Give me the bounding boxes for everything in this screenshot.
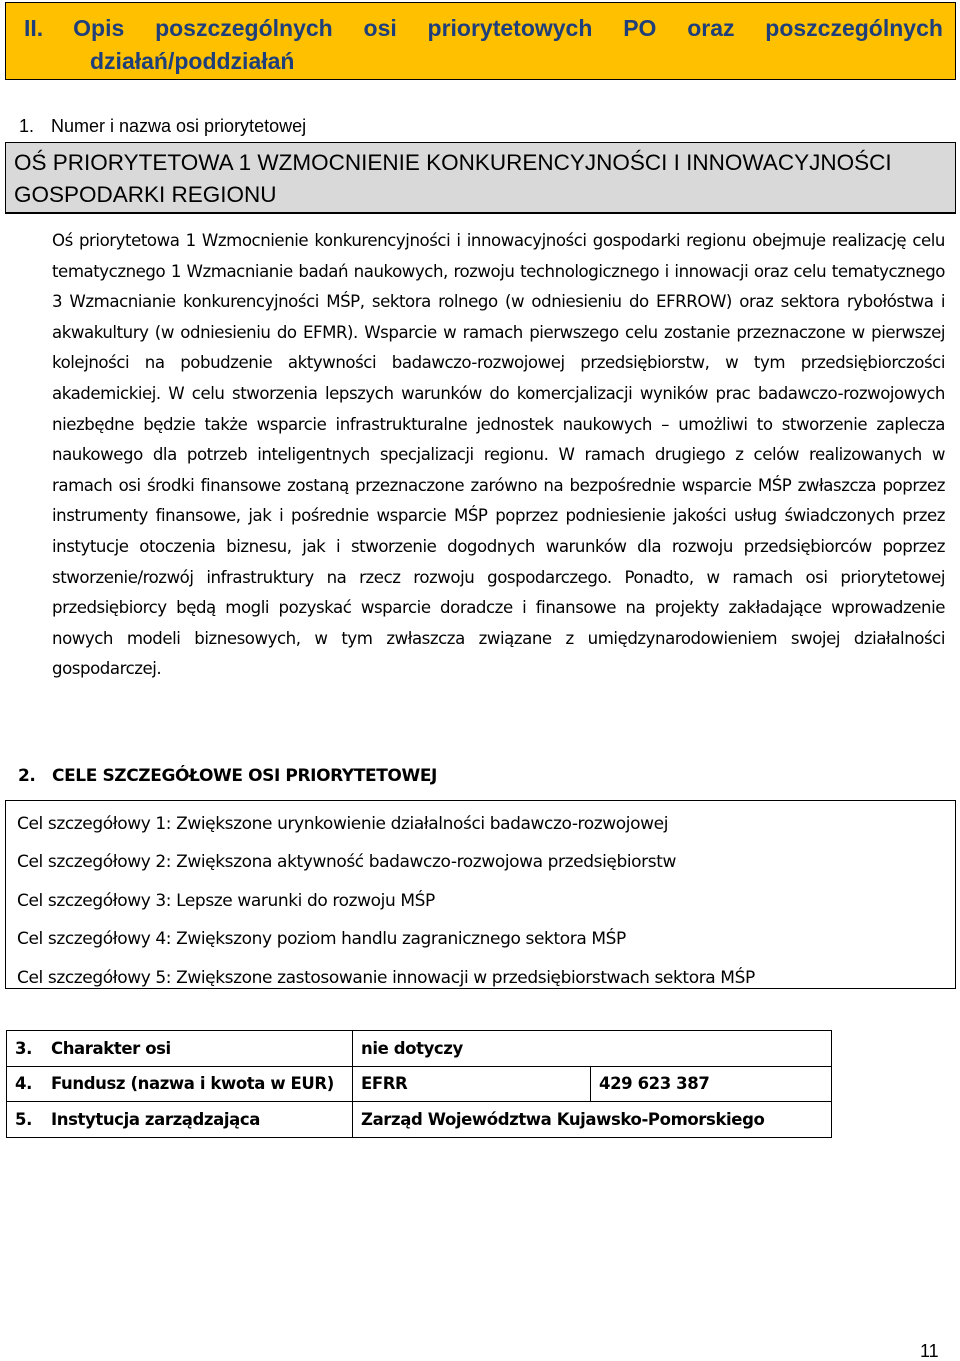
info-row-instytucja (7, 1102, 832, 1138)
section-number: II. (24, 15, 44, 41)
info-row-number: 3. (15, 1038, 32, 1058)
cele-item: Cel szczegółowy 4: Zwiększony poziom handlu zagranicznego sektora MŚP (17, 929, 626, 950)
info-amount-cell: 429 623 387 (591, 1066, 832, 1102)
page-number: 11 (920, 1341, 939, 1361)
section-header-line1 (24, 12, 943, 45)
cele-heading-text: CELE SZCZEGÓŁOWE OSI PRIORYTETOWEJ (52, 766, 437, 786)
info-value-cell: Zarząd Województwa Kujawsko-Pomorskiego (353, 1102, 832, 1138)
cele-item: Cel szczegółowy 5: Zwiększone zastosowanie innowacji w przedsiębiorstwach sektora MŚP (17, 967, 755, 988)
axis-label-text: Numer i nazwa osi priorytetowej (51, 116, 307, 136)
info-label-cell (7, 1102, 353, 1138)
info-row-number: 5. (15, 1109, 32, 1129)
cele-item: Cel szczegółowy 1: Zwiększone urynkowienie działalności badawczo-rozwojowej (17, 814, 669, 834)
info-label-cell (7, 1066, 353, 1102)
info-row-number: 4. (15, 1074, 32, 1094)
info-row-label: Instytucja zarządzająca (51, 1109, 260, 1129)
info-row-label: Fundusz (nazwa i kwota w EUR) (51, 1074, 334, 1094)
axis-name-box: OŚ PRIORYTETOWA 1 WZMOCNIENIE KONKURENCYJNOŚCI I INNOWACYJNOŚCI GOSPODARKI REGIONU (5, 142, 956, 214)
axis-number-label (19, 115, 306, 137)
cele-item: Cel szczegółowy 2: Zwiększona aktywność badawczo-rozwojowa przedsiębiorstw (17, 852, 676, 873)
info-label-cell (7, 1031, 353, 1067)
section-title-word: PO (623, 15, 657, 41)
section-title-word: poszczególnych (765, 15, 943, 41)
info-row-fundusz (7, 1066, 832, 1102)
info-row-label: Charakter osi (51, 1038, 171, 1058)
section-title-word: poszczególnych (155, 15, 333, 41)
info-value-cell: EFRR (353, 1066, 591, 1102)
section-title-word: oraz (687, 15, 735, 41)
axis-label-number: 1. (19, 116, 35, 136)
info-row-charakter (7, 1031, 832, 1067)
section-title-word: osi (363, 15, 397, 41)
section-title-word: priorytetowych (427, 15, 593, 41)
cele-list (5, 800, 956, 989)
section-header (5, 2, 956, 80)
cele-heading-number: 2. (18, 766, 36, 786)
info-table (6, 1030, 832, 1138)
info-value-cell: nie dotyczy (353, 1031, 832, 1067)
section-title-word: Opis (73, 15, 125, 41)
cele-item: Cel szczegółowy 3: Lepsze warunki do rozwoju MŚP (17, 890, 435, 911)
section-title-line2: działań/poddziałań (90, 48, 295, 74)
section-title-words (73, 12, 943, 45)
axis-description: Oś priorytetowa 1 Wzmocnienie konkurencyjności i innowacyjności gospodarki regionu obejmuje realizację celu tematycznego 1 Wzmacnianie badań naukowych, rozwoju technologicznego i innowacji oraz celu tematycznego 3 Wzmacnianie konkurencyjności MŚP, sektora rolnego (w odniesieniu do EFRROW) oraz sektora rybołóstwa i akwakultury (w odniesieniu do EFMR). Wsparcie w ramach pierwszego celu zostanie przeznaczone w pierwszej kolejności na pobudzenie aktywności badawczo-rozwojowej przedsiębiorstw, w tym przedsiębiorczości akademickiej. W celu stworzenia lepszych warunków do komercjalizacji wyników prac badawczo-rozwojowych niezbędne będzie także wsparcie infrastrukturalne jednostek naukowych – umożliwi to stworzenie zaplecza naukowego dla potrzeb inteligentnych specjalizacji regionu. W ramach drugiego z celów realizowanych w ramach osi środki finansowe zostaną przeznaczone zarówno na bezpośrednie wsparcie MŚP zwłaszcza poprzez instrumenty finansowe, jak i pośrednie wsparcie MŚP poprzez podniesienie jakości usług świadczonych przez instytucje otoczenia biznesu, jak i stworzenie dogodnych warunków dla rozwoju przedsiębiorców poprzez stworzenie/rozwój infrastruktury na rzecz rozwoju gospodarczego. Ponadto, w ramach osi priorytetowej przedsiębiorcy będą mogli pozyskać wsparcie doradcze i finansowe na projekty zakładające wprowadzenie nowych modeli biznesowych, w tym zwłaszcza związane z umiędzynarodowieniem swojej działalności gospodarczej. (52, 231, 945, 679)
cele-heading (18, 764, 437, 788)
